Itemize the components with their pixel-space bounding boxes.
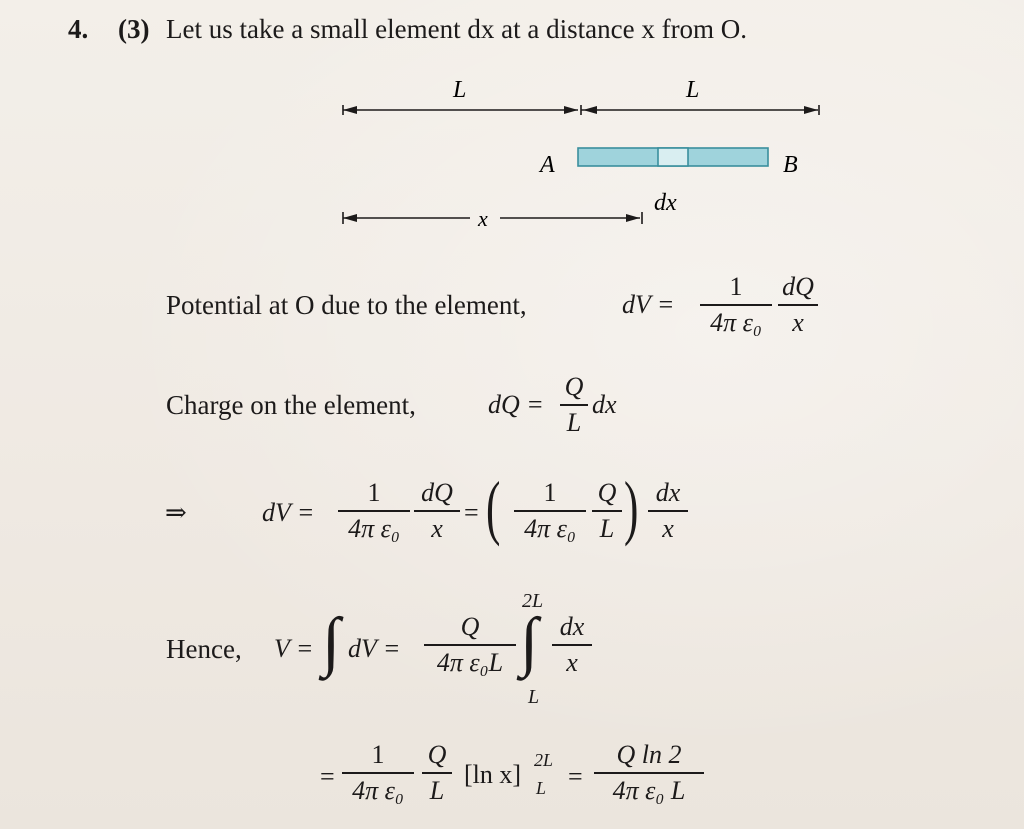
charge-text: Charge on the element, — [166, 390, 416, 420]
paren-open: ( — [486, 467, 501, 547]
integral-sign-1: ∫ — [322, 605, 341, 678]
dv-frac-5: dx x — [648, 478, 688, 544]
charge-frac: Q L — [560, 372, 588, 438]
problem-number: 4. — [68, 14, 89, 44]
intro-text: Let us take a small element dx at a distance x from O. — [166, 14, 748, 44]
dv-lhs: dV = — [262, 498, 315, 527]
final-sub: L — [536, 778, 547, 798]
final-bracket: [ln x] — [464, 760, 522, 789]
label-dx: dx — [654, 190, 677, 216]
label-B: B — [783, 152, 798, 178]
dv-frac-4: Q L — [592, 478, 622, 544]
integral-sign-2: ∫ — [520, 605, 539, 678]
label-A: A — [540, 152, 555, 178]
hence-frac-1: Q 4π ε₀L — [424, 612, 516, 678]
dv-frac-2: dQ x — [414, 478, 460, 544]
hence-frac-2: dx x — [552, 612, 592, 678]
final-frac-1: 1 4π ε₀ — [342, 740, 414, 806]
hence-lhs: V = — [274, 634, 314, 663]
final-frac-3: Q ln 2 4π ε₀ L — [594, 740, 704, 806]
label-x: x — [478, 206, 488, 231]
final-equals-2: = — [568, 762, 583, 791]
answer-key: (3) — [118, 14, 150, 44]
label-L-left: L — [453, 77, 467, 103]
dv-frac-1: 1 4π ε₀ — [338, 478, 410, 544]
potential-frac-2: dQ x — [778, 272, 818, 338]
potential-frac-1: 1 4π ε₀ — [700, 272, 772, 338]
integral-lower-limit: L — [528, 686, 540, 708]
charge-tail: dx — [592, 390, 617, 419]
charge-lhs: dQ = — [488, 390, 544, 419]
potential-text: Potential at O due to the element, — [166, 290, 527, 320]
final-sup: 2L — [534, 750, 554, 770]
potential-lhs: dV = — [622, 290, 675, 319]
dv-equals: = — [464, 498, 479, 527]
hence-dv: dV = — [348, 634, 401, 663]
label-L-right: L — [686, 77, 700, 103]
final-frac-2: Q L — [422, 740, 452, 806]
hence-text: Hence, — [166, 634, 242, 664]
dv-frac-3: 1 4π ε₀ — [514, 478, 586, 544]
rod-element-dx — [658, 148, 688, 166]
final-equals-1: = — [320, 762, 335, 791]
implies-symbol: ⇒ — [165, 498, 187, 527]
paren-close: ) — [624, 467, 639, 547]
integral-upper-limit: 2L — [522, 590, 544, 612]
